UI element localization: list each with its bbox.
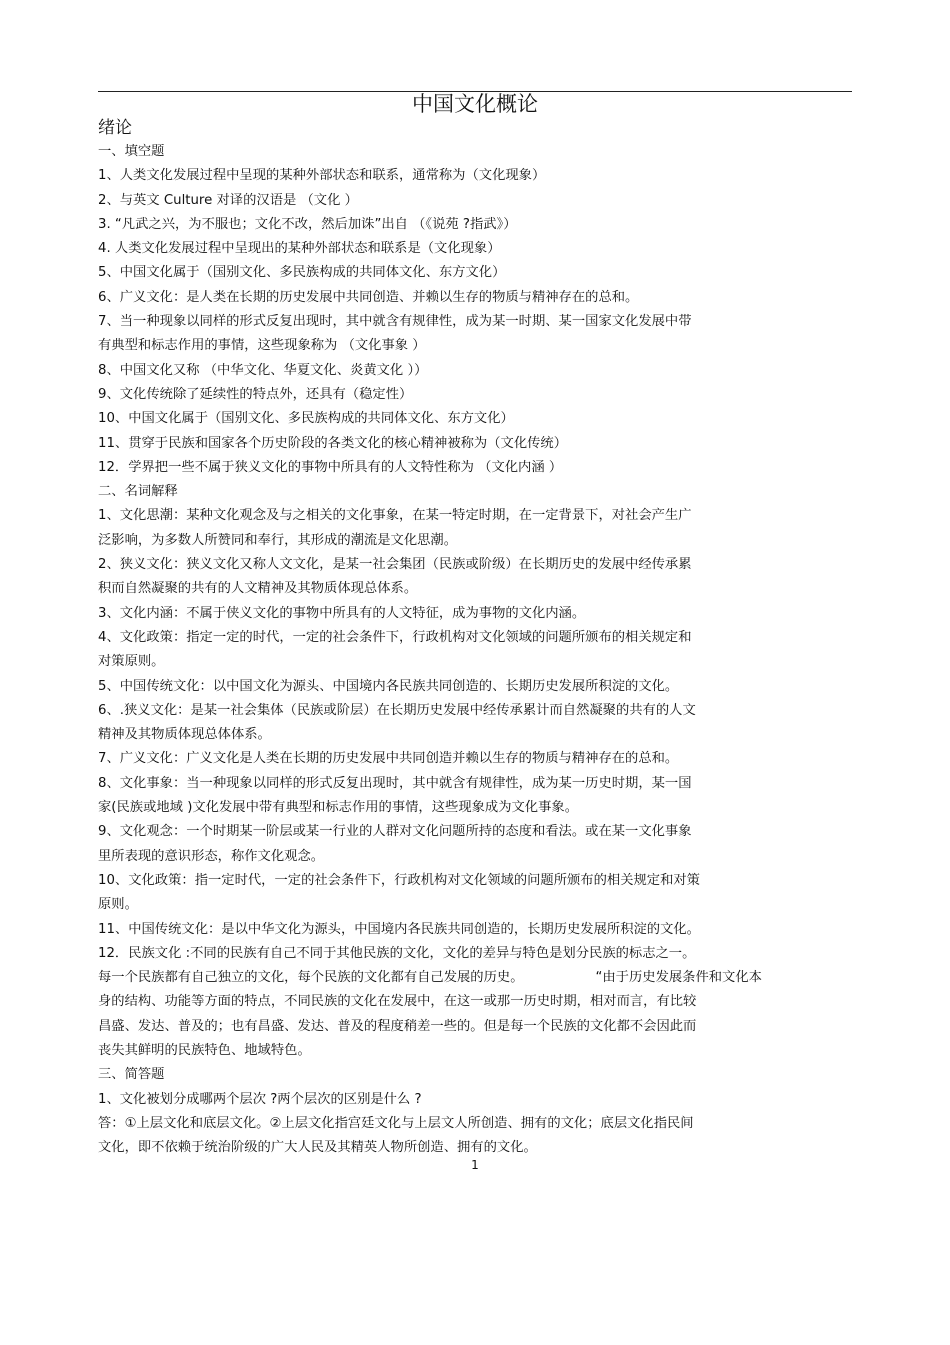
section-heading: 一、填空题 — [98, 144, 165, 159]
paragraph-line: 6、广义文化：是人类在长期的历史发展中共同创造、并赖以生存的物质与精神存在的总和。 — [98, 289, 639, 305]
paragraph-line: 8、中国文化又称 （中华文化、华夏文化、炎黄文化 ）） — [98, 362, 428, 378]
answer-line: 文化，即不依赖于统治阶级的广大人民及其精英人物所创造、拥有的文化。 — [98, 1140, 537, 1156]
paragraph-line: 4. 人类文化发展过程中呈现出的某种外部状态和联系是（文化现象） — [98, 241, 501, 257]
paragraph-line: 里所表现的意识形态，称作文化观念。 — [98, 848, 325, 864]
paragraph-line: 12．民族文化 :不同的民族有自己不同于其他民族的文化，文化的差异与特色是划分民族的标志之一。 — [98, 945, 696, 961]
paragraph-line: 12．学界把一些不属于狭义文化的事物中所具有的人文特性称为 （文化内涵 ） — [98, 459, 563, 475]
paragraph-line: 5、中国文化属于（国别文化、多民族构成的共同体文化、东方文化） — [98, 265, 506, 281]
paragraph-line: 3. “凡武之兴，为不服也；文化不改，然后加诛”出自 （《说苑 ?指武》） — [98, 216, 517, 232]
section-heading: 二、名词解释 — [98, 484, 178, 500]
paragraph-fragment: “由于历史发展条件和文化本 — [595, 970, 762, 986]
paragraph-line: 10、中国文化属于（国别文化、多民族构成的共同体文化、东方文化） — [98, 411, 514, 427]
paragraph-fragment: 每一个民族都有自己独立的文化，每个民族的文化都有自己发展的历史。 — [98, 970, 524, 986]
paragraph-line: 2、与英文 Culture 对译的汉语是 （文化 ） — [98, 192, 358, 208]
paragraph-line: 原则。 — [98, 897, 138, 913]
paragraph-line: 泛影响，为多数人所赞同和奉行，其形成的潮流是文化思潮。 — [98, 532, 458, 548]
paragraph-line: 丧失其鲜明的民族特色、地域特色。 — [98, 1042, 311, 1058]
paragraph-line: 积而自然凝聚的共有的人文精神及其物质体现总体系。 — [98, 581, 418, 597]
paragraph-line-split — [98, 966, 838, 990]
document-body — [98, 116, 838, 1160]
answer-line: 答：①上层文化和底层文化。②上层文化指宫廷文化与上层文人所创造、拥有的文化；底层文化指民间 — [98, 1115, 694, 1131]
question-line: 1、文化被划分成哪两个层次 ?两个层次的区别是什么 ? — [98, 1091, 422, 1107]
paragraph-line: 昌盛、发达、普及的；也有昌盛、发达、普及的程度稍差一些的。但是每一个民族的文化都不会因此而 — [98, 1018, 697, 1034]
section-short-answer — [98, 1063, 838, 1160]
section-fill-in-blanks — [98, 140, 838, 480]
paragraph-line: 身的结构、功能等方面的特点，不同民族的文化在发展中，在这一或那一历史时期，相对而言，有比较 — [98, 994, 697, 1010]
paragraph-line: 1、文化思潮：某种文化观念及与之相关的文化事象，在某一特定时期，在一定背景下，对社会产生广 — [98, 508, 692, 524]
paragraph-line: 2、狭义文化：狭义文化又称人文文化，是某一社会集团（民族或阶级）在长期历史的发展中经传承累 — [98, 557, 692, 573]
paragraph-line: 11、贯穿于民族和国家各个历史阶段的各类文化的核心精神被称为（文化传统） — [98, 435, 568, 451]
paragraph-line: 1、人类文化发展过程中呈现的某种外部状态和联系，通常称为（文化现象） — [98, 168, 546, 184]
paragraph-line: 对策原则。 — [98, 654, 165, 670]
paragraph-line: 11、中国传统文化：是以中华文化为源头，中国境内各民族共同创造的，长期历史发展所积淀的文化。 — [98, 921, 700, 937]
paragraph-line: 5、中国传统文化：以中国文化为源头、中国境内各民族共同创造的、长期历史发展所积淀的文化。 — [98, 678, 679, 694]
document-title: 中国文化概论 — [412, 92, 538, 116]
paragraph-line: 有典型和标志作用的事情，这些现象称为 （文化事象 ） — [98, 338, 426, 354]
paragraph-line: 精神及其物质体现总体体系。 — [98, 727, 271, 743]
paragraph-line: 10、文化政策：指一定时代，一定的社会条件下，行政机构对文化领域的问题所颁布的相关规定和对策 — [98, 872, 700, 888]
section-term-definitions — [98, 480, 838, 1063]
page-number: 1 — [471, 1158, 479, 1172]
paragraph-line: 9、文化传统除了延续性的特点外，还具有（稳定性） — [98, 386, 413, 402]
paragraph-line: 6、.狭义文化：是某一社会集体（民族或阶层）在长期历史发展中经传承累计而自然凝聚的共有的人文 — [98, 702, 696, 718]
paragraph-line: 3、文化内涵：不属于侠义文化的事物中所具有的人文特征，成为事物的文化内涵。 — [98, 605, 586, 621]
chapter-heading: 绪论 — [98, 118, 132, 138]
section-heading: 三、简答题 — [98, 1067, 165, 1083]
paragraph-line: 家(民族或地域 )文化发展中带有典型和标志作用的事情，这些现象成为文化事象。 — [98, 800, 578, 816]
paragraph-line: 7、当一种现象以同样的形式反复出现时，其中就含有规律性，成为某一时期、某一国家文化发展中带 — [98, 314, 692, 330]
paragraph-line: 8、文化事象：当一种现象以同样的形式反复出现时，其中就含有规律性，成为某一历史时期，某一国 — [98, 775, 692, 791]
paragraph-line: 9、文化观念：一个时期某一阶层或某一行业的人群对文化问题所持的态度和看法。或在某一文化事象 — [98, 824, 692, 840]
paragraph-line: 4、文化政策：指定一定的时代，一定的社会条件下，行政机构对文化领域的问题所颁布的相关规定和 — [98, 629, 692, 645]
paragraph-line: 7、广义文化：广义文化是人类在长期的历史发展中共同创造并赖以生存的物质与精神存在的总和。 — [98, 751, 679, 767]
